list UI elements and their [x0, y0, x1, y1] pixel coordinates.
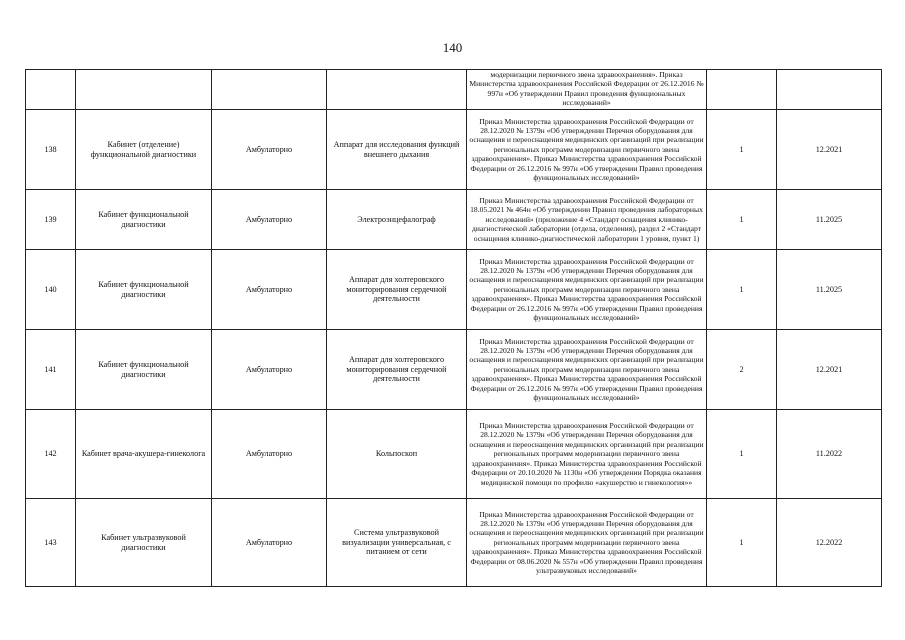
quantity-cell: 1: [707, 190, 777, 250]
date-cell: 11.2022: [777, 410, 882, 499]
device-cell: Аппарат для холтеровского мониторирования сердечной деятельности: [327, 250, 467, 330]
regulation-cell: Приказ Министерства здравоохранения Российской Федерации от 28.12.2020 № 1379н «Об утверждении Перечня оборудования для оснащения и переоснащения медицинских организаций при реализации региональных программ модернизации первичного звена здравоохранения». Приказ Министерства здравоохранения Российской Федерации от 26.12.2016 № 997н «Об утверждении Правил проведения функциональных исследований»: [467, 110, 707, 190]
device-cell: Электроэнцефалограф: [327, 190, 467, 250]
quantity-cell: 1: [707, 250, 777, 330]
quantity-cell: [707, 70, 777, 110]
equipment-table: [25, 69, 882, 587]
mode-cell: Амбулаторно: [212, 250, 327, 330]
quantity-cell: 2: [707, 330, 777, 410]
regulation-cell: Приказ Министерства здравоохранения Российской Федерации от 28.12.2020 № 1379н «Об утверждении Перечня оборудования для оснащения и переоснащения медицинских организаций при реализации региональных программ модернизации первичного звена здравоохранения». Приказ Министерства здравоохранения Российской Федерации от 26.12.2016 № 997н «Об утверждении Правил проведения функциональных исследований»: [467, 330, 707, 410]
date-cell: 11.2025: [777, 250, 882, 330]
table-row: [26, 410, 882, 499]
room-cell: Кабинет функциональной диагностики: [76, 190, 212, 250]
date-cell: 12.2022: [777, 499, 882, 587]
room-cell: Кабинет функциональной диагностики: [76, 250, 212, 330]
row-number-cell: 143: [26, 499, 76, 587]
row-number-cell: [26, 70, 76, 110]
regulation-cell: Приказ Министерства здравоохранения Российской Федерации от 28.12.2020 № 1379н «Об утверждении Перечня оборудования для оснащения и переоснащения медицинских организаций при реализации региональных программ модернизации первичного звена здравоохранения». Приказ Министерства здравоохранения Российской Федерации от 20.10.2020 № 1130н «Об утверждении Порядка оказания медицинской помощи по профилю «акушерство и гинекология»»: [467, 410, 707, 499]
mode-cell: Амбулаторно: [212, 499, 327, 587]
mode-cell: [212, 70, 327, 110]
device-cell: Аппарат для холтеровского мониторирования сердечной деятельности: [327, 330, 467, 410]
date-cell: 12.2021: [777, 110, 882, 190]
device-cell: Система ультразвуковой визуализации универсальная, с питанием от сети: [327, 499, 467, 587]
regulation-cell: Приказ Министерства здравоохранения Российской Федерации от 28.12.2020 № 1379н «Об утверждении Перечня оборудования для оснащения и переоснащения медицинских организаций при реализации региональных программ модернизации первичного звена здравоохранения». Приказ Министерства здравоохранения Российской Федерации от 26.12.2016 № 997н «Об утверждении Правил проведения функциональных исследований»: [467, 250, 707, 330]
quantity-cell: 1: [707, 410, 777, 499]
regulation-cell: Приказ Министерства здравоохранения Российской Федерации от 18.05.2021 № 464н «Об утверждении Правил проведения лабораторных исследований» (приложение 4 «Стандарт оснащения клинико-диагностической лаборатории (отдела, отделения), раздел 2 «Стандарт оснащения клинико-диагностической лаборатории 1 уровня, пункт 1): [467, 190, 707, 250]
device-cell: [327, 70, 467, 110]
table-row: [26, 499, 882, 587]
row-number-cell: 141: [26, 330, 76, 410]
table-row: [26, 190, 882, 250]
row-number-cell: 140: [26, 250, 76, 330]
mode-cell: Амбулаторно: [212, 190, 327, 250]
room-cell: Кабинет врача-акушера-гинеколога: [76, 410, 212, 499]
mode-cell: Амбулаторно: [212, 330, 327, 410]
table-row: [26, 70, 882, 110]
date-cell: 11.2025: [777, 190, 882, 250]
quantity-cell: 1: [707, 499, 777, 587]
date-cell: [777, 70, 882, 110]
room-cell: [76, 70, 212, 110]
quantity-cell: 1: [707, 110, 777, 190]
table-row: [26, 330, 882, 410]
page-number: 140: [442, 40, 463, 55]
room-cell: Кабинет функциональной диагностики: [76, 330, 212, 410]
row-number-cell: 139: [26, 190, 76, 250]
room-cell: Кабинет ультразвуковой диагностики: [76, 499, 212, 587]
mode-cell: Амбулаторно: [212, 410, 327, 499]
mode-cell: Амбулаторно: [212, 110, 327, 190]
regulation-cell: модернизации первичного звена здравоохранения». Приказ Министерства здравоохранения Российской Федерации от 26.12.2016 № 997н «Об утверждении Правил проведения функциональных исследований»: [467, 70, 707, 110]
device-cell: Кольпоскоп: [327, 410, 467, 499]
date-cell: 12.2021: [777, 330, 882, 410]
room-cell: Кабинет (отделение) функциональной диагностики: [76, 110, 212, 190]
table-row: [26, 110, 882, 190]
row-number-cell: 138: [26, 110, 76, 190]
table-row: [26, 250, 882, 330]
device-cell: Аппарат для исследования функций внешнего дыхания: [327, 110, 467, 190]
regulation-cell: Приказ Министерства здравоохранения Российской Федерации от 28.12.2020 № 1379н «Об утверждении Перечня оборудования для оснащения и переоснащения медицинских организаций при реализации региональных программ модернизации первичного звена здравоохранения». Приказ Министерства здравоохранения Российской Федерации от 08.06.2020 № 557н «Об утверждении Правил проведения ультразвуковых исследований»: [467, 499, 707, 587]
row-number-cell: 142: [26, 410, 76, 499]
